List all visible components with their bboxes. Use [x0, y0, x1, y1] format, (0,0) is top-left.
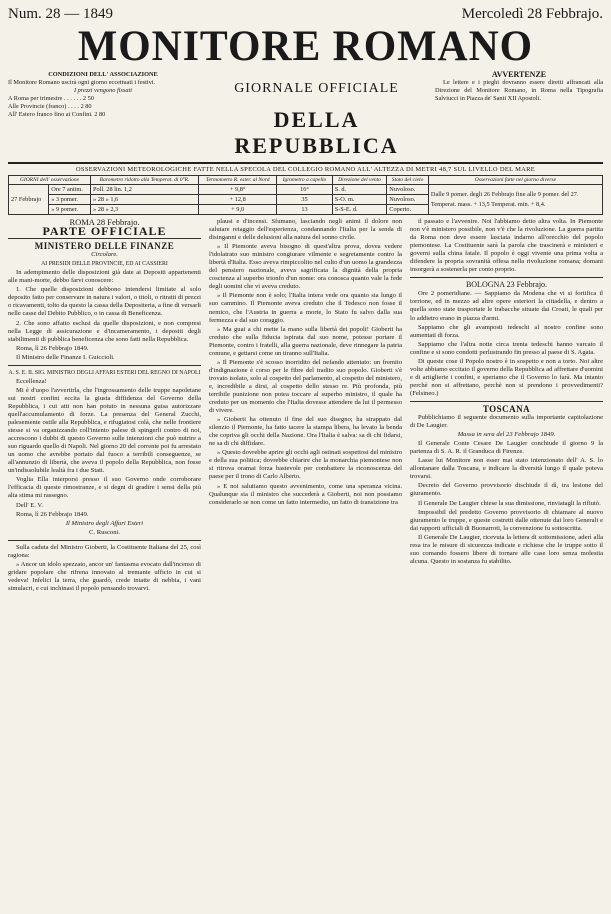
section-title: PARTE OFFICIALE — [42, 224, 167, 239]
header-row — [8, 71, 603, 159]
paragraph: il passato e l'avvenire. Noi l'abbiamo detto altra volta. In Piemonte non v'è ministero possibile, non v'è che la rivoluzione. La guerra partita da Roma non deve essere lasciata indarno all'orecchio del popolo piemontese. La Costituente sarà la parola che trascinerà e ministeri e governi sulla china fatale. Il popolo è oggi vivente una prima volta a difendere la propria sovranità offesa nella rivoluzione romana; domani insorgerà a sostenerla per conto proprio. — [410, 218, 603, 274]
paragraph: » Il Piemonte non è solo; l'Italia intera vede ora quanto sia lungo il suo cammino. Il Piemonte aveva creduto che il Tedesco non fosse il nemico, che l'Austria in guerra a morte, lo Stato fu salvo dalla sua fermezza e dal suo coraggio. — [209, 292, 402, 324]
paragraph: 2. Che sono affatto esclusi da quelle disposizioni, e non compresi nella Legge di assicurazione e d'incameramento, i depositi degli stabilimenti di pubblica beneficenza che sono fatti nella Repubblica. — [8, 319, 201, 343]
column-1 — [8, 218, 201, 914]
paragraph: In adempimento delle disposizioni già date ai Depositi appartenenti alle mani-morte, debbo farvi conoscere: — [8, 269, 201, 285]
weather-thermometer: + 9,8° — [199, 185, 277, 195]
signature-line: C. Rusconi. — [89, 528, 120, 536]
weather-header: Barometro ridotto alla Temperat. di 0°R. — [91, 176, 199, 185]
weather-header: Igrometro a capello — [277, 176, 332, 185]
notice-box — [435, 71, 603, 159]
weather-header: Direzione del vento — [332, 176, 387, 185]
signature-line: Roma, lì 26 Febbrajo 1849. — [16, 344, 89, 352]
weather-time: » 3 pomer. — [49, 195, 91, 205]
weather-thermometer: + 12,8 — [199, 195, 277, 205]
weather-banner: OSSERVAZIONI METEOROLOGICHE FATTE NELLA SPECOLA DEL COLLEGIO ROMANO ALL' ALTEZZA DI METRI 48,7 SUL LIVELLO DEL MARE — [75, 166, 536, 173]
issue-date: Mercoledì 28 Febbrajo. — [461, 6, 603, 22]
paragraph: Di queste cose il Popolo nostro è in sospetto e non a torto. Noi altre volte abbiamo eccitato il governo della Repubblica ad affrettare d'uomini e di artiglierie i confini, e speriamo che il Governo lo farà. Ma intanto perchè non si affrettano, perchè non si prendono i provvedimenti? (Felsineo.) — [410, 357, 603, 397]
signature-line: Il Ministro degli Affari Esteri — [65, 519, 144, 527]
weather-thermometer: + 9,0 — [199, 205, 277, 215]
issue-number: Num. 28 — 1849 — [8, 6, 113, 22]
letter-heading: A. S. E. IL SIG. MINISTRO DEGLI AFFARI ESTERI DEL REGNO DI NAPOLI — [8, 369, 201, 376]
weather-notes-cell — [428, 185, 602, 215]
weather-barometer: » 28 » 1,6 — [91, 195, 199, 205]
weather-temps: Temperat. mass. + 13,5 Temperat. min. + 8,4. — [430, 201, 546, 208]
dateline-bologna: BOLOGNA 23 Febbrajo. — [465, 280, 548, 290]
paragraph: Voglia Ella interporsi presso il suo Governo onde corroborare l'efficacia di queste rimostranze, e si degni di gradire i sensi della più alta stima mi rassegno. — [8, 476, 201, 500]
conditions-line: Il Monitore Romano uscirà ogni giorno eccettuati i festivi. — [8, 79, 156, 86]
paragraph: Il Generale De Laugier chiese la sua dimissione, rinviatagli la rifiutò. — [418, 499, 601, 507]
paragraph: Impossibil del predetto Governo provvisorio di chiamare al nuovo giuramento le truppe, e queste costretti dalle ottenute dai loro Generali e dai rapporti ufficiali di Buonarroti, la convenzione fu sottoscritta. — [410, 508, 603, 532]
weather-wind: S-S-E. d. — [332, 205, 387, 215]
paragraph: Il Generale De Laugier, ricevuta la lettera di sottomissione, aderì alla resa tra le misure di sicurezza indicate e richiese che le truppe sotto il suo comando fossero libere di tornare alle case loro senza molestia alcuna. Questo in sostanza fu stabilito. — [410, 533, 603, 565]
paragraph: » Gioberti ha ottenuto il fine del suo disegno; ha strappato dal silenzio il Piemonte, ha fatto tacere la stampa libera, ha levato la benda che copriva gli occhi della Nazione. Ora l'Italia è salva: sa di chi fidarsi, ne sa di chi diffidare. — [209, 416, 402, 448]
dateline-massa: Massa in sera del 23 Febbrajo 1849. — [457, 431, 556, 439]
paragraph: plausi e d'incensi. Sfumano, lasciando negli animi il dolore non salutare retaggio dell'esperienza, condannando l'Italia per la senda di disinganni e delle delusioni alla natura del sonno civile. — [209, 218, 402, 242]
addressees: AI PRESIDI DELLE PROVINCIE, ED AI CASSIERI — [41, 261, 168, 268]
weather-wind: S. d. — [332, 185, 387, 195]
conditions-line: A Roma per trimestre . . . . . . 2 50 — [8, 95, 94, 102]
conditions-title: CONDIZIONI DELL' ASSOCIAZIONE — [48, 71, 158, 78]
conditions-line: Alle Provincie (franco) . . . . 2 80 — [8, 103, 92, 110]
weather-hygrometer: 35 — [277, 195, 332, 205]
weather-notes: Dalle 9 pomer. degli 26 Febbrajo fine alle 9 pomer. del 27. — [430, 191, 579, 198]
subtitle: GIORNALE OFFICIALE — [234, 81, 399, 96]
circular-label: Circolare. — [91, 251, 118, 259]
signature-line: Dell' E. V. — [16, 501, 43, 509]
column-2 — [209, 218, 402, 914]
column-3 — [410, 218, 603, 914]
weather-header: Osservazioni fatte nel giorno diverse — [428, 176, 602, 185]
weather-header: Stato del cielo — [387, 176, 429, 185]
signature-line: Roma, lì 26 Febbrajo 1849. — [16, 510, 89, 518]
weather-day: 27 Febbrajo — [9, 185, 49, 215]
paragraph: Pubblichiamo il seguente documento sulla importante capitolazione di De Laugier. — [410, 414, 603, 430]
masthead-title: MONITORE ROMANO — [77, 23, 534, 70]
weather-header: Termometro R. ester. al Nord — [199, 176, 277, 185]
weather-sky: Nuvoloso. — [387, 185, 429, 195]
newspaper-page — [8, 4, 603, 896]
notice-text: Le lettere e i pieghi dovranno essere diretti affrancati alla Direzione del Monitore Romano, in Roma nella Tipografia Salviucci in Piazza de' Santi XII Apostoli. — [435, 79, 603, 102]
conditions-line: I prezzi vengono fissati — [73, 87, 132, 94]
paragraph: 1. Che quelle disposizioni debbono intendersi limitate al solo deposito fatto per conservare in natura i valori, o titoli, o ritratti di prezzi o ricavamenti, tolto da questo la cassa della Depositeria, a fine di versarli nelle casse del Debito Pubblico, o in cassa di Beneficenza. — [8, 286, 201, 318]
paragraph: Sappiamo che gli avamposti tedeschi al nostro confine sono aumentati di forza. — [410, 323, 603, 339]
paragraph: Lasse lui Monitore non esser mai stato intenzionato dell' A. S. lo allontanare dalla Toscana, e indicare la diversità lungo il quale poteva trovarsi. — [410, 457, 603, 481]
top-line — [8, 4, 603, 23]
weather-table — [8, 175, 603, 215]
paragraph: Il Generale Conte Cesare De Laugier conchiude il giorno 9 la partenza di S. A. R. il Granduca di Firenze. — [410, 440, 603, 456]
weather-hygrometer: 13 — [277, 205, 332, 215]
weather-time: Ore 7 antim. — [49, 185, 91, 195]
weather-wind: S-O. m. — [332, 195, 387, 205]
paragraph: Ore 2 pomeridiane. — Sappiamo da Modena che vi si fortifica il torrione, ed in mezzo ad altre opere esteriori la cittadella, e dentro a quella sono state trasportate le trabacche situate dai Croati, le quali per lo addietro erano in piazza d'armi. — [410, 290, 603, 322]
ministry-heading: MINISTERO DELLE FINANZE — [34, 241, 175, 252]
conditions-line: All' Estero franco fino ai Confini. 2 80 — [8, 111, 106, 118]
paragraph: » Questo dovrebbe aprire gli occhi agli ostinati sospettosi del ministro e della sua politica; dovrebbe chiarire che la monarchia piemontese non si ritrova oramai forza bastevole per combattere la riconoscenza del paese per il trono di Carlo Alberto. — [209, 449, 402, 481]
paragraph: » Ancor un idolo spezzato, ancor un' fantasma evocato dall'incenso di gridare popolare che rifrena innovato al tremante ufficio in cui si vedeva! Infelici la terra, che guardò, crede intatte di nebbia, i vani simulacri, e cui inchinasi il popolo pensando trovarvi. — [8, 560, 201, 592]
paragraph: » Il Piemonte aveva bisogno di quest'altra prova, dovea vedere l'idolatrato suo ministro congiurare vilmente e segretamente contro la libertà d'Italia. Esso aveva rimpiccolito nel culto d'un uomo la grandezza del pensiero nazionale, aveva sagrificata la dignità della propria coscienza al superbo trionfo d'un nome: ora conosca quanto vale la fede degli uomini che vi aveva creduto. — [209, 243, 402, 291]
republic-title: DELLA REPUBBLICA — [234, 107, 399, 158]
weather-hygrometer: 16° — [277, 185, 332, 195]
weather-barometer: Poll. 28 lin. 1,2 — [91, 185, 199, 195]
paragraph: » Ma guai a chi mette la mano sulla libertà dei popoli! Gioberti ha creduto che sulla fiducia ispirata dal suo nome, potesse portare il Piemonte, contro i fratelli, alla guerra nazionale, deve rinnegare la patria comune, e gettarsi come un tiranno sull'Italia. — [209, 325, 402, 357]
paragraph: Decreto del Governo provvisorio dischiude il dì, tra lesione del giuramento. — [410, 482, 603, 498]
weather-header: GIORNI dell' osservazione — [9, 176, 91, 185]
article-columns — [8, 218, 603, 914]
subscription-conditions — [8, 71, 198, 159]
weather-time: » 9 pomer. — [49, 205, 91, 215]
notice-title: AVVERTENZE — [491, 70, 547, 79]
paragraph: Sappiamo che l'altra notte circa trenta tedeschi hanno varcato il confine e si sono condotti perlustrando fin presso al paese di S. Agata. — [410, 340, 603, 356]
paragraph: » E noi salutiamo questo avvenimento, come una speranza vicina. Qualunque sia il ministro che succederà a Gioberti, noi non possiamo considerarlo se non come un fatto intermedio, un fatto di transizione tra — [209, 482, 402, 506]
paragraph: » Il Piemonte s'è scosso inorridito del nefando attentato: un fremito d'indignazione è corso per le fibre del tradito suo popolo. Gioberti s'è trovato isolato, solo al cospetto del parlamento, al cospetto del ministero, e, incredibile a dirsi, al cospetto dello stesso re. Più profonda, più terribile punizione non potea toccare al superbo ministro, il quale ha creduto per un momento che l'Italia dovesse attendere da lui il permesso di vivere. — [209, 358, 402, 415]
weather-sky: Nuvoloso. — [387, 195, 429, 205]
header-center — [204, 71, 429, 159]
paragraph: Sulla caduta del Ministro Gioberti, la Costituente Italiana del 25, così ragiona: — [8, 543, 201, 559]
weather-sky: Coperto. — [387, 205, 429, 215]
weather-barometer: » 28 » 2,3 — [91, 205, 199, 215]
signature-line: Il Ministro delle Finanze I. Guiccioli. — [16, 353, 115, 361]
greeting: Eccellenza! — [16, 377, 47, 385]
dateline-roma: ROMA 28 Febbrajo. — [69, 218, 140, 227]
dateline-toscana: TOSCANA — [482, 403, 531, 414]
paragraph: Mi è d'uopo l'avvertirla, che l'ingrossamento delle truppe napoletane sui nostri confini eccita la giusta diffidenza del Governo della Repubblica, i cui atti non han potuto in nessuna guisa autorizzare quell'accumulamento di forze. La presenza del General Zucchi, palesemente ostile alla Repubblica, e rifugiatosi colà, che nelle frontiere stesse si va organizzando coll'intento palese di spingerli contro di noi, accrescono i dubbi di questo Governo sulle intenzioni che può nutrire a suo riguardo quello di Napoli. Nel giorno 20 del corrente poi fu arrestato un uomo che avrebbe portato dal fuoco a terribili conseguenze, se all'annunzio di libertà, che aveva il popolo della Repubblica, non fosse un'indissolubile lealtà fra i due Stati. — [8, 386, 201, 475]
